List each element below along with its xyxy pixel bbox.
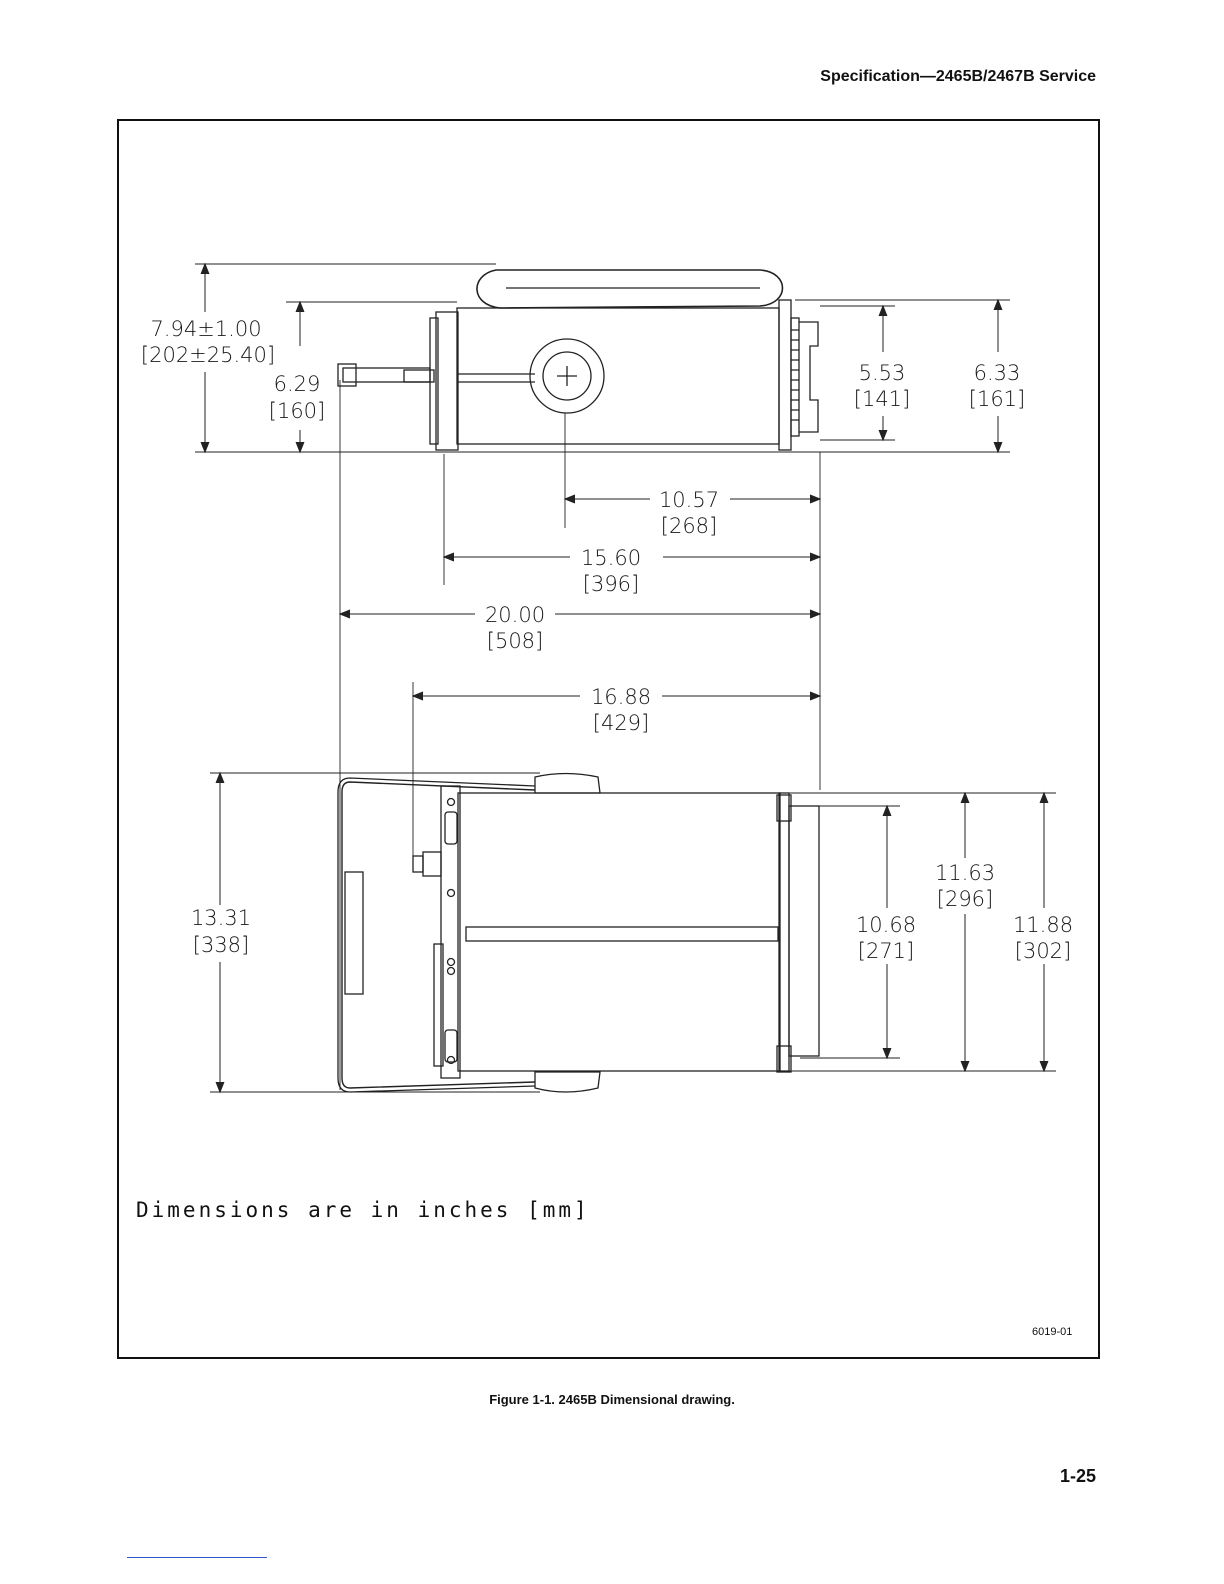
units-note: Dimensions are in inches [mm] (136, 1198, 590, 1222)
instrument-body (457, 308, 779, 444)
dim-crt-length: 10.57 (658, 488, 720, 512)
dim-body-length-mm: [396] (582, 572, 640, 596)
dimension-arrows-top (216, 773, 1048, 1092)
top-chassis (458, 793, 780, 1071)
rear-panel (779, 300, 791, 450)
dim-rear-outer: 6.33 (973, 361, 1021, 385)
dim-body-length: 15.60 (580, 546, 642, 570)
footer-rule (127, 1557, 267, 1558)
figure-caption: Figure 1-1. 2465B Dimensional drawing. (489, 1392, 735, 1407)
dim-top-length: 16.88 (590, 685, 652, 709)
dim-width-a: 11.63 (934, 861, 996, 885)
dim-handle-width: 13.31 (190, 906, 252, 930)
side-view (338, 270, 818, 450)
dim-rear-outer-mm: [161] (968, 387, 1026, 411)
dim-rear-inner-mm: [141] (853, 387, 911, 411)
dim-front-height-mm: [160] (268, 399, 326, 423)
dim-overall-length: 20.00 (484, 603, 546, 627)
dim-width-c: 11.88 (1012, 913, 1074, 937)
dim-handle-width-mm: [338] (192, 933, 250, 957)
page-number: 1-25 (1059, 1466, 1096, 1486)
dim-width-c-mm: [302] (1014, 939, 1072, 963)
dim-handle-height: 7.94±1.00 (150, 317, 262, 341)
top-view (338, 774, 819, 1093)
dim-overall-length-mm: [508] (486, 629, 544, 653)
dim-crt-length-mm: [268] (660, 514, 718, 538)
dim-front-height: 6.29 (273, 372, 321, 396)
dimension-arrows-side (201, 264, 1002, 452)
top-handle (342, 782, 535, 1088)
dimension-arrows-length (340, 495, 820, 700)
dim-top-length-mm: [429] (592, 711, 650, 735)
figure-id: 6019-01 (1032, 1326, 1073, 1338)
dim-width-b-mm: [271] (857, 939, 915, 963)
dim-rear-inner: 5.53 (858, 361, 906, 385)
dim-handle-height-mm: [202±25.40] (140, 343, 276, 367)
page-header: Specification—2465B/2467B Service (820, 68, 1096, 85)
dim-width-a-mm: [296] (936, 887, 994, 911)
dim-width-b: 10.68 (855, 913, 917, 937)
extension-lines-top (210, 773, 1056, 1092)
carry-handle (477, 270, 783, 308)
